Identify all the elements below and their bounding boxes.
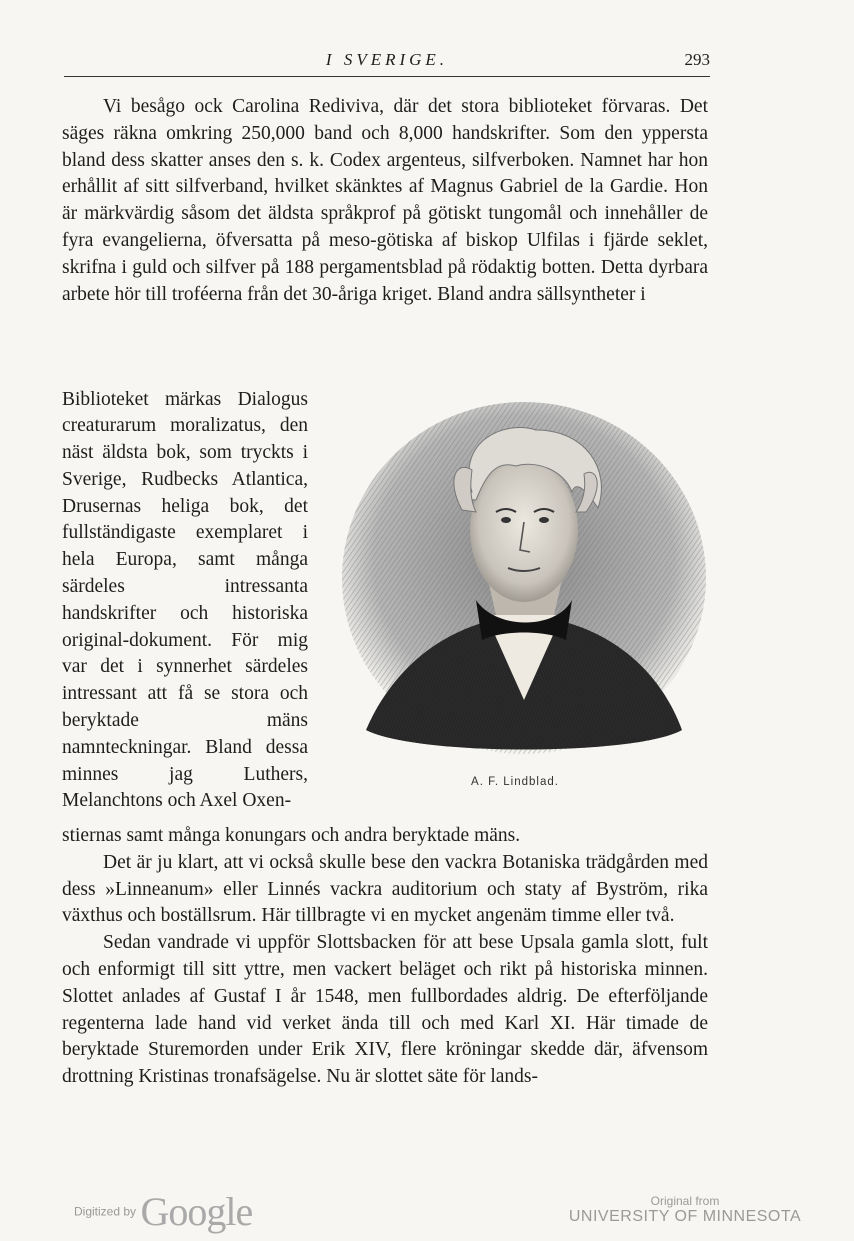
running-title: I SVERIGE. <box>325 50 449 69</box>
original-from-label: Original from <box>650 1194 720 1208</box>
paragraph-1-continued: Biblioteket märkas Dialogus creaturarum moralizatus, den näst äldsta bok, som tryckts i Sverige, Rudbecks Atlantica, Drusernas heliga bok, det fullständigaste exemplaret i hela Europa, samt många särdeles intressanta handskrifter och historiska original-dokument. För mig var det i synnerhet särdeles intressant att få se stora och beryktade mäns namnteckningar. Bland dessa minnes jag Luthers, Melanchtons och Axel Oxen- <box>62 388 308 812</box>
figure-caption: A. F. Lindblad. <box>471 776 559 788</box>
paragraph-3: Sedan vandrade vi uppför Slottsbacken för att bese Upsala gamla slott, fult och enformigt till sitt yttre, men vackert beläget och rikt på historiska minnen. Slottet anlades af Gustaf I år 1548, men fullbordades aldrig. De efterföljande regenterna lade hand vid verket ända till och med Karl XI. Här timade de beryktade Sturemorden under Erik XIV, flere kröningar skedde där, äfvensom drottning Kristinas tronafsägelse. Nu är slottet säte för lands- <box>62 932 708 1088</box>
university-label: UNIVERSITY OF MINNESOTA <box>568 1208 802 1225</box>
text-column-left-of-portrait <box>62 367 308 835</box>
digitized-by-label: Digitized by <box>74 1204 137 1219</box>
text-block-top <box>62 94 708 308</box>
google-logo: Google <box>140 1189 253 1234</box>
portrait-illustration <box>336 400 712 766</box>
page-number: 293 <box>684 50 710 69</box>
text-block-bottom <box>62 823 708 1091</box>
paragraph-1-end: stiernas samt många konungars och andra beryktade mäns. <box>62 825 521 846</box>
original-from-footer <box>560 1194 810 1226</box>
paragraph-2: Det är ju klart, att vi också skulle bese den vackra Botaniska trädgården med dess »Linneanum» eller Linnés vackra auditorium och staty af Byström, rika växthus och boställsrum. Här tillbragte vi en mycket angenäm timme eller två. <box>62 851 708 927</box>
page-header <box>64 46 710 77</box>
digitized-by-footer <box>74 1188 252 1235</box>
paragraph-1: Vi besågo ock Carolina Rediviva, där det stora biblioteket förvaras. Det säges räkna omkring 250,000 band och 8,000 handskrifter. Som den yppersta bland dess skatter anses den s. k. Codex argenteus, silfverboken. Namnet har hon erhållit af sitt silfverband, hvilket skänktes af Magnus Gabriel de la Gardie. Hon är märkvärdig såsom det äldsta språkprof på götiskt tungomål och innehåller de fyra evangelierna, öfversatta på meso-götiska af biskop Ulfilas i fjärde seklet, skrifna i guld och silfver på 188 pergamentsblad på rödaktig botten. Detta dyrbara arbete hör till troféerna från det 30-åriga kriget. Bland andra sällsyntheter i <box>62 96 708 305</box>
